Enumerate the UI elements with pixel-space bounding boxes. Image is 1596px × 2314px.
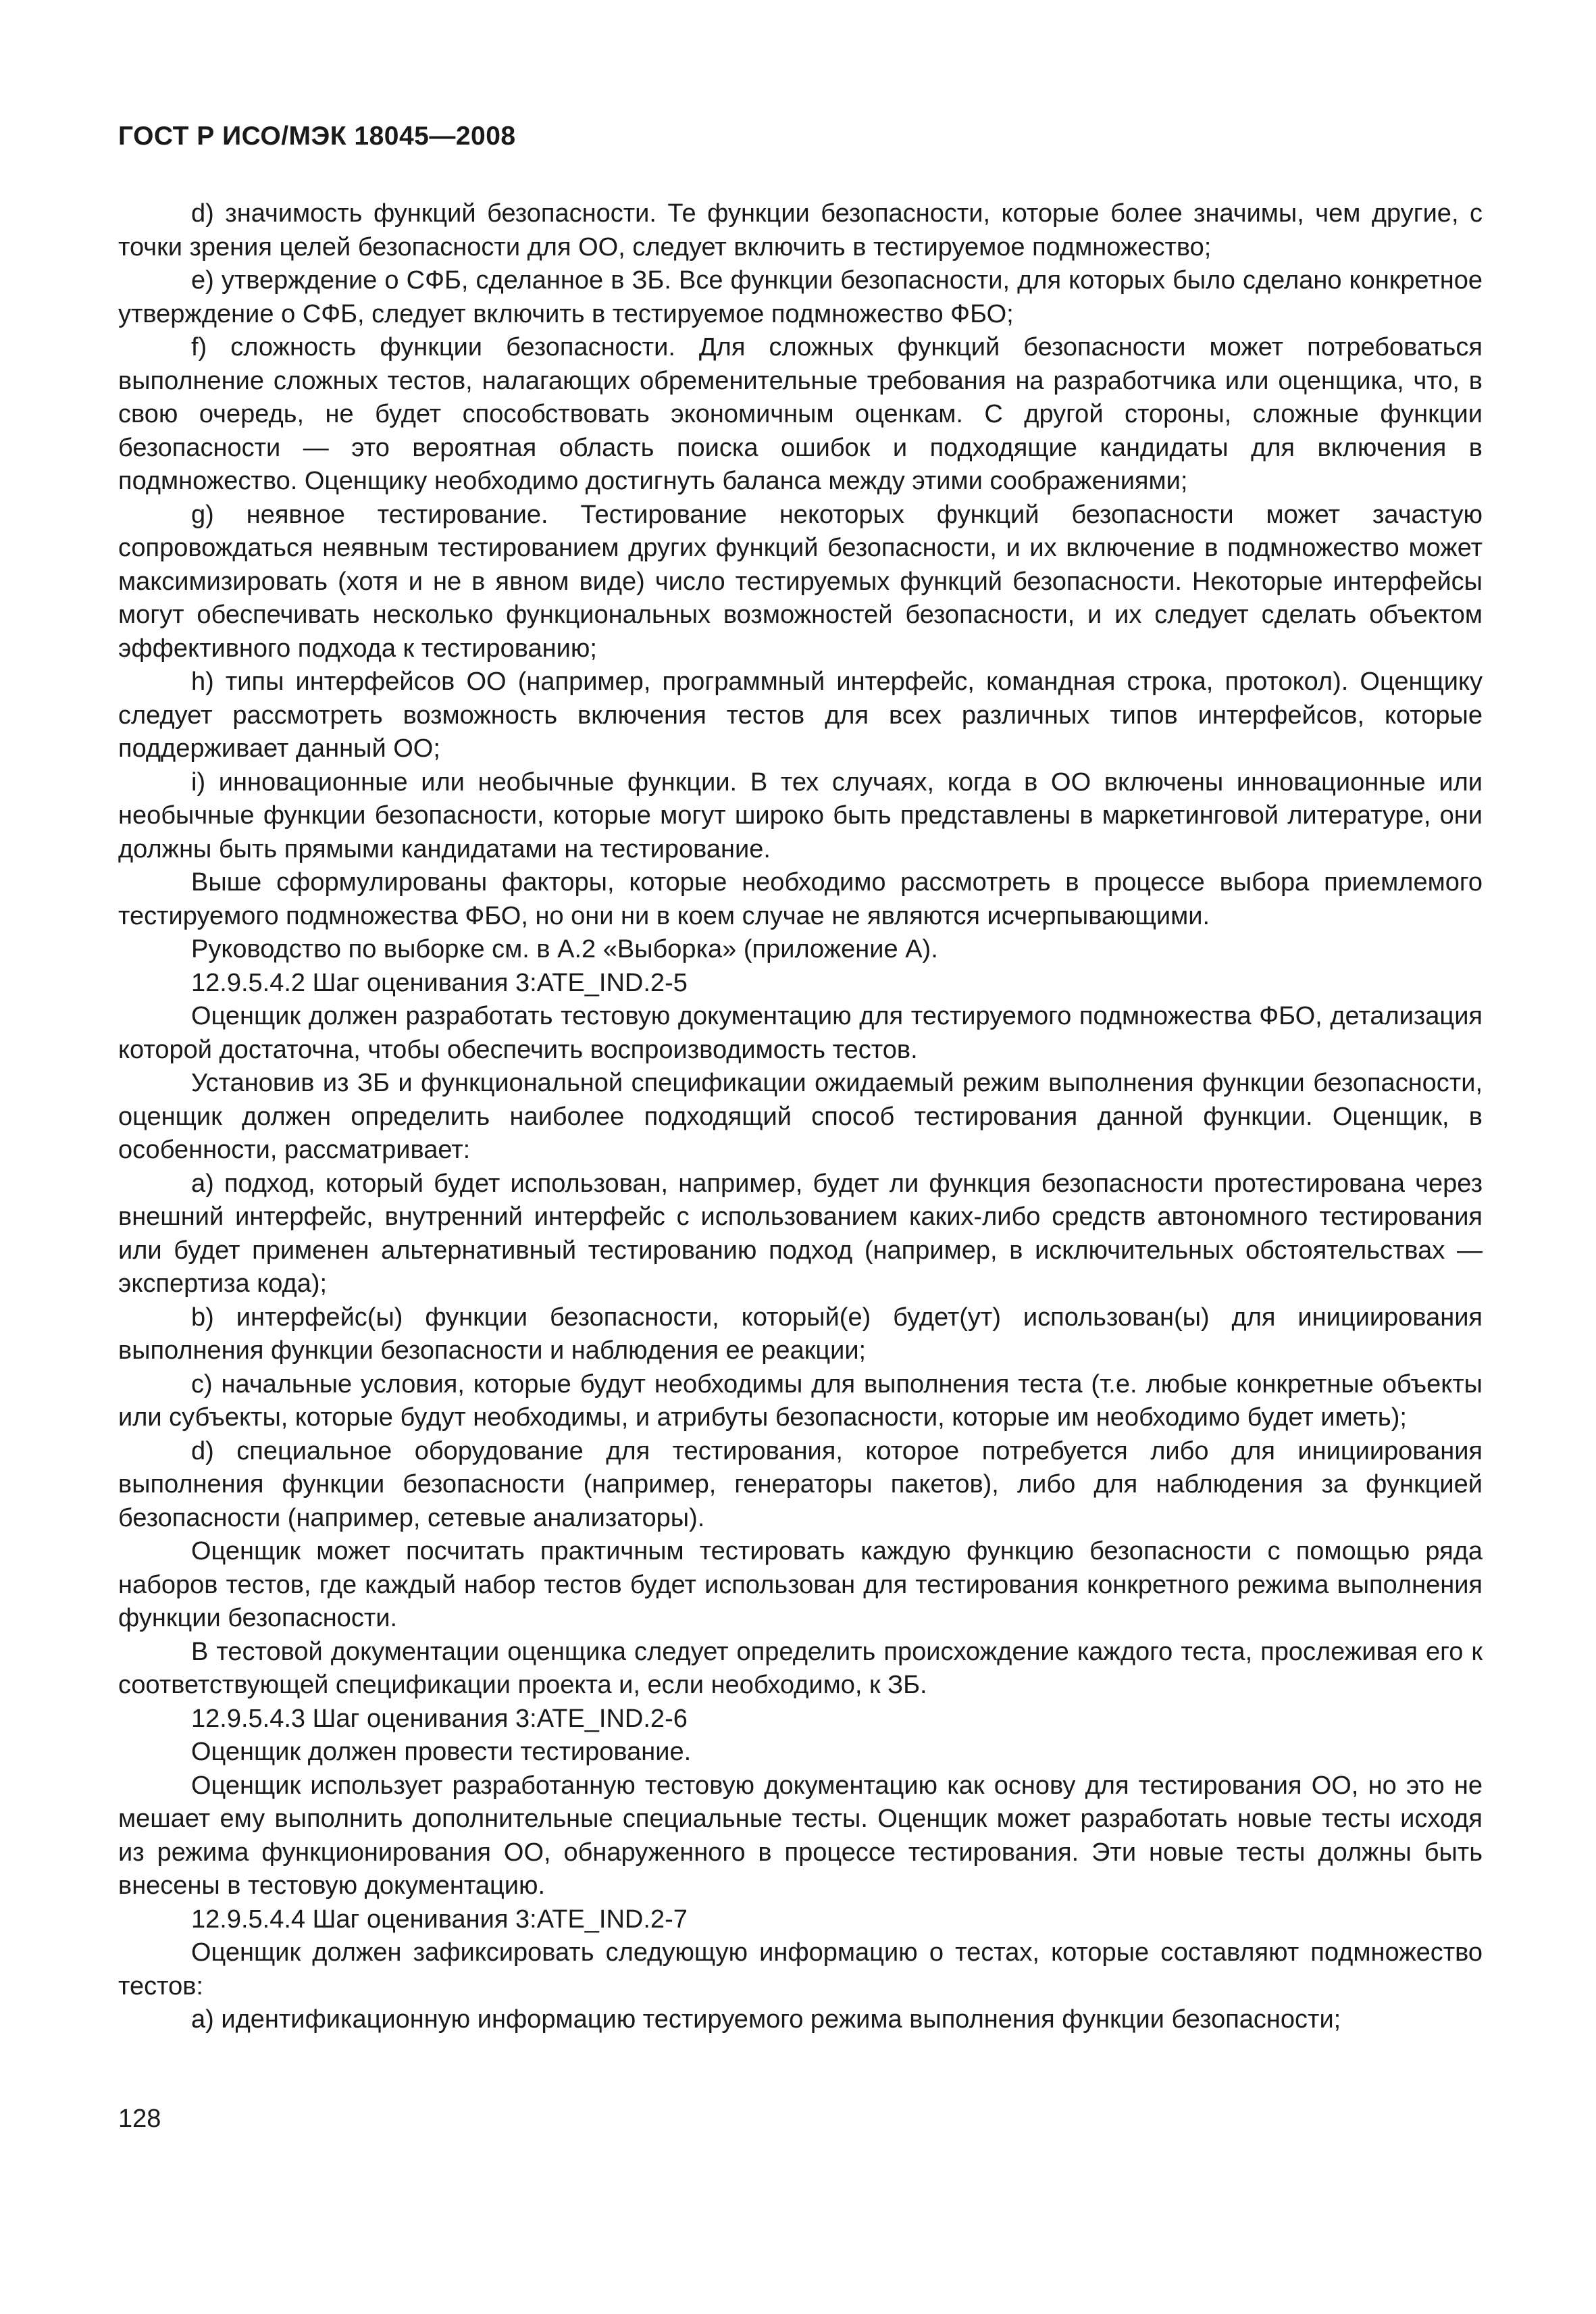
paragraph: i) инновационные или необычные функции. В тех случаях, когда в ОО включены инновационные или необычные функции безопасности, которые могут широко быть представлены в маркетинговой литературе, они должны быть прямыми кандидатами на тестирование. [118,768,1483,863]
paragraph: f) сложность функции безопасности. Для сложных функций безопасности может потребоваться выполнение сложных тестов, налагающих обременительные требования на разработчика или оценщика, что, в свою очередь, не будет способствовать экономичным оценкам. С другой стороны, сложные функции безопасности — это вероятная область поиска ошибок и подходящие кандидаты для включения в подмножество. Оценщику необходимо достигнуть баланса между этими соображениями; [118,333,1483,495]
paragraph: e) утверждение о СФБ, сделанное в ЗБ. Все функции безопасности, для которых было сделано конкретное утверждение о СФБ, следует включить в тестируемое подмножество ФБО; [118,266,1483,328]
paragraph: Оценщик должен зафиксировать следующую информацию о тестах, которые составляют подмножество тестов: [118,1938,1483,2001]
paragraph: c) начальные условия, которые будут необходимы для выполнения теста (т.е. любые конкретные объекты или субъекты, которые будут необходимы, и атрибуты безопасности, которые им необходимо будет иметь); [118,1369,1483,1432]
paragraph: Выше сформулированы факторы, которые необходимо рассмотреть в процессе выбора приемлемого тестируемого подмножества ФБО, но они ни в коем случае не являются исчерпывающими. [118,868,1483,930]
paragraph: Оценщик должен разработать тестовую документацию для тестируемого подмножества ФБО, детализация которой достаточна, чтобы обеспечить воспроизводимость тестов. [118,1002,1483,1064]
paragraph: b) интерфейс(ы) функции безопасности, который(е) будет(ут) использован(ы) для инициирования выполнения функции безопасности и наблюдения ее реакции; [118,1303,1483,1365]
paragraph: g) неявное тестирование. Тестирование некоторых функций безопасности может зачастую сопровождаться неявным тестированием других функций безопасности, и их включение в подмножество может максимизировать (хотя и не в явном виде) число тестируемых функций безопасности. Некоторые интерфейсы могут обеспечивать несколько функциональных возможностей безопасности, и их следует сделать объектом эффективного подхода к тестированию; [118,500,1483,663]
section-heading: 12.9.5.4.4 Шаг оценивания 3:ATE_IND.2-7 [191,1905,688,1934]
paragraph: Установив из ЗБ и функциональной спецификации ожидаемый режим выполнения функции безопасности, оценщик должен определить наиболее подходящий способ тестирования данной функции. Оценщик, в особенности, рассматривает: [118,1069,1483,1164]
paragraph: Оценщик должен провести тестирование. [191,1738,692,1766]
page-number: 128 [118,2105,161,2133]
section-heading: 12.9.5.4.3 Шаг оценивания 3:ATE_IND.2-6 [191,1704,688,1733]
paragraph: d) специальное оборудование для тестирования, которое потребуется либо для инициирования выполнения функции безопасности (например, генераторы пакетов), либо для наблюдения за функцией безопасности (например, сетевые анализаторы). [118,1436,1483,1532]
document-header: ГОСТ Р ИСО/МЭК 18045—2008 [118,122,516,151]
paragraph: Оценщик может посчитать практичным тестировать каждую функцию безопасности с помощью ряда наборов тестов, где каждый набор тестов будет использован для тестирования конкретного режима выполнения функции безопасности. [118,1537,1483,1632]
paragraph: В тестовой документации оценщика следует определить происхождение каждого теста, прослеживая его к соответствующей спецификации проекта и, если необходимо, к ЗБ. [118,1637,1483,1699]
section-heading: 12.9.5.4.2 Шаг оценивания 3:ATE_IND.2-5 [191,968,688,997]
paragraph: a) идентификационную информацию тестируемого режима выполнения функции безопасности; [191,2005,1341,2034]
paragraph: a) подход, который будет использован, например, будет ли функция безопасности протестирована через внешний интерфейс, внутренний интерфейс с использованием каких-либо средств автономного тестирования или будет применен альтернативный тестированию подход (например, в исключительных обстоятельствах — экспертиза кода); [118,1169,1483,1298]
paragraph: h) типы интерфейсов ОО (например, программный интерфейс, командная строка, протокол). Оценщику следует рассмотреть возможность включения тестов для всех различных типов интерфейсов, которые поддерживает данный ОО; [118,668,1483,763]
paragraph: d) значимость функций безопасности. Те функции безопасности, которые более значимы, чем другие, с точки зрения целей безопасности для ОО, следует включить в тестируемое подмножество; [118,199,1483,261]
paragraph: Руководство по выборке см. в А.2 «Выборка» (приложение А). [191,935,938,963]
document-body [118,197,1483,2037]
paragraph: Оценщик использует разработанную тестовую документацию как основу для тестирования ОО, но это не мешает ему выполнить дополнительные специальные тесты. Оценщик может разработать новые тесты исходя из режима функционирования ОО, обнаруженного в процессе тестирования. Эти новые тесты должны быть внесены в тестовую документацию. [118,1771,1483,1900]
